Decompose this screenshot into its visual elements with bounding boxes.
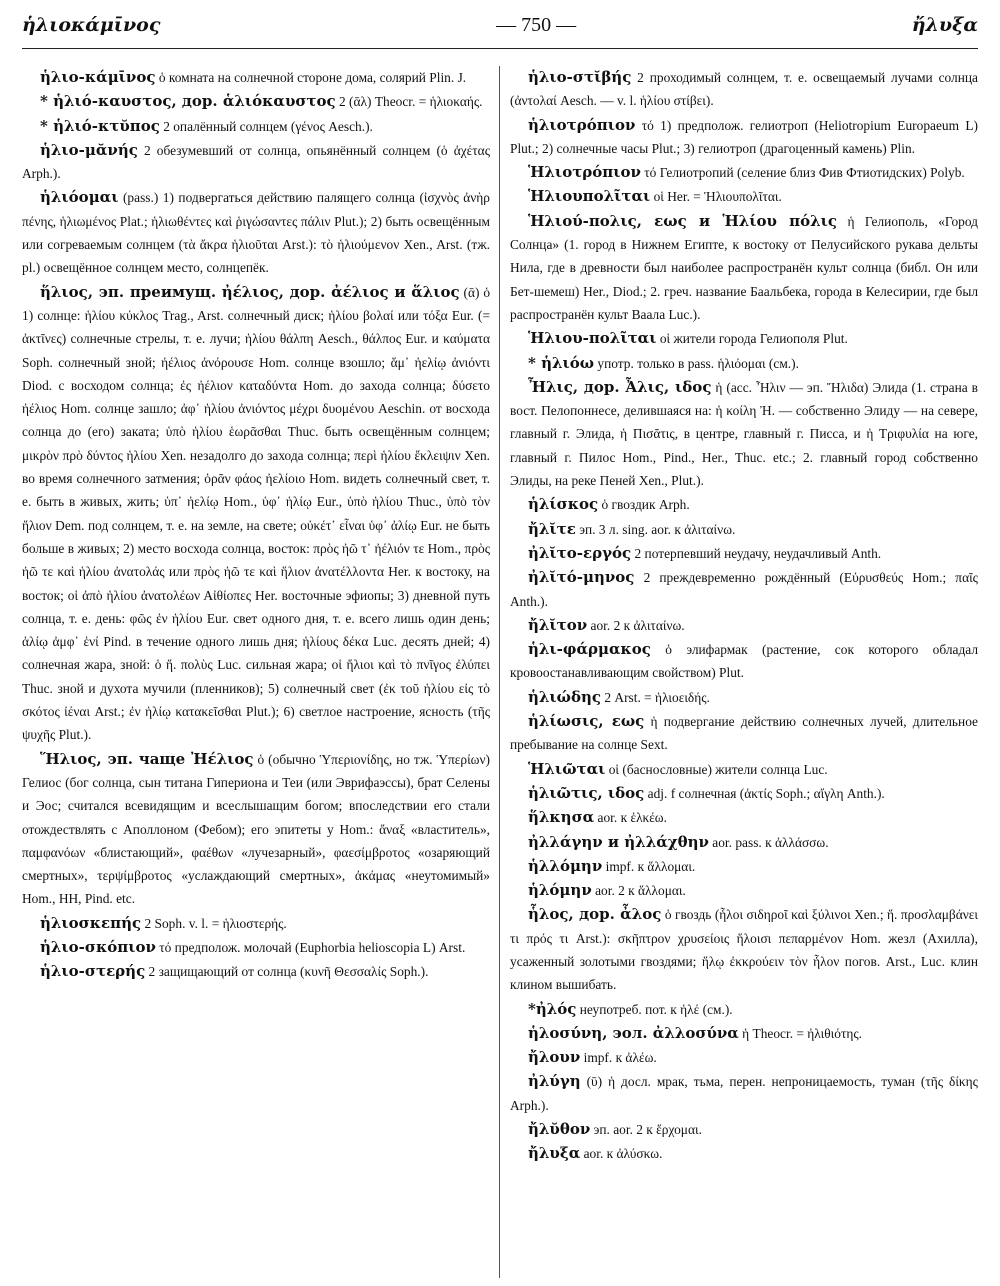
dictionary-entry (510, 758, 978, 781)
entry-definition: adj. f солнечная (ἀκτίς Soph.; αἴγλη Anth.). (644, 785, 885, 801)
entry-definition: ὁ комната на солнечной стороне дома, солярий Plin. J. (155, 70, 467, 85)
entry-definition: 2 преждевременно рождённый (Εὐρυσθεύς Hom.; παῖς Anth.). (510, 570, 978, 609)
entry-definition: ἡ Гелиополь, «Город Солнца» (1. город в Нижнем Египте, к востоку от Пелусийского рукава дельты Нила, где в древности был наиболее распространён культ солнца (библ. Он или Бет-шемеш) Her., Diod.; 2. греч. название Баальбека, города в Келесирии, где был распространён культ Ваала Luc.). (510, 213, 978, 322)
entry-headword: ἡλιόομαι (40, 188, 119, 207)
dictionary-entry (510, 855, 978, 878)
dictionary-entry (22, 960, 490, 983)
entry-headword: ἤλῐτε (528, 519, 576, 538)
entry-definition: ὁ (обычно Ὑπεριονίδης, но тж. Ὑπερίων) Гелиос (бог солнца, сын титана Гипериона и Теи (или Эврифаэссы), брат Селены и Эос; считался всевидящим и всеслышащим богом; впоследствии его стали отождествлять с Аполлоном (Фебом); его эпитеты у Hom.: ἄναξ «властитель», παμφανόων «блистающий», φαέθων «лучезарный», φαεσίμβροτος «озаряющий смертных», τερψίμβροτος «услаждающий смертных», ἀκάμας «неутомимый» Hom., HH, Pind. etc. (22, 751, 490, 907)
entry-headword: *ἠλός (528, 999, 577, 1018)
dictionary-entry (22, 115, 490, 138)
entry-definition: 2 (ᾱλ) Theocr. = ἡλιοκαής. (335, 94, 483, 110)
entry-definition: 2 опалённый солнцем (γένος Aesch.). (159, 118, 373, 134)
dictionary-entry (510, 210, 978, 326)
dictionary-entry (510, 879, 978, 902)
dictionary-entry (22, 90, 490, 113)
entry-definition: (ῡ) ἡ досл. мрак, тьма, перен. непроницаемость, туман (τῆς δίκης Arph.). (510, 1074, 978, 1113)
dictionary-entry (22, 936, 490, 959)
left-guide-word: ἡλιοκάμῑνος (22, 14, 161, 36)
entry-headword: ἠλλάγην и ἠλλάχθην (528, 832, 709, 851)
dictionary-entry (510, 327, 978, 350)
entry-headword: Ἡλιῶται (528, 759, 606, 778)
entry-headword: ἤλουν (528, 1048, 581, 1067)
dictionary-entry (510, 493, 978, 516)
entry-headword: ἡλιοσκεπής (40, 913, 142, 932)
running-head (22, 14, 978, 44)
entry-headword: ἥλκησα (528, 808, 595, 827)
dictionary-entry (510, 614, 978, 637)
dictionary-entry (510, 352, 978, 375)
entry-headword: ἠλύγη (528, 1072, 581, 1091)
entry-definition: ὁ гвоздь (ἧλοι σιδηροῖ καὶ ξύλινοι Xen.; ἥ. προσλαμβάνει τι πρός τι Arst.): σκῆπτρον χρυσείοις ἥλοισι πεπαρμένον Hom. жезл (Ахилла), усаженный золотыми гвоздями; ἥλῳ ἐκκρούειν τὸν ἧλον погов. Arst., Luc. клин клином вышибать. (510, 907, 978, 993)
dictionary-entry (510, 686, 978, 709)
entry-definition: τό Гелиотропий (селение близ Фив Фтиотидских) Polyb. (640, 165, 965, 181)
entry-definition: 2 Soph. v. l. = ἡλιοστερής. (141, 915, 287, 931)
dictionary-entry (510, 518, 978, 541)
dictionary-entry (510, 66, 978, 113)
dictionary-entry (510, 1118, 978, 1141)
entry-headword: * ἡλιό-καυστος, дор. ἁλιόκαυστος (40, 92, 336, 111)
entry-definition: οἱ Her. = Ἡλιουπολῖται. (650, 189, 782, 205)
entry-definition: τό 1) предполож. гелиотроп (Heliotropium Europaeum L) Plut.; 2) солнечные часы Plut.; 3) гелиотроп (драгоценный камень) Plin. (510, 117, 978, 156)
entry-headword: ἡλοσύνη, эол. ἀλλοσύνα (528, 1023, 739, 1042)
entry-headword: ἡλιώδης (528, 687, 602, 706)
header-rule (22, 48, 978, 49)
right-column (510, 66, 978, 1278)
dictionary-entry (510, 638, 978, 685)
dictionary-entry (510, 831, 978, 854)
entry-headword: Ἡλιουπολῖται (528, 187, 651, 206)
entry-definition: aor. pass. к ἀλλάσσω. (708, 834, 829, 850)
entry-definition: τό предполож. молочай (Euphorbia helioscopia L) Arst. (155, 939, 466, 955)
entry-headword: ἧλος, дор. ἆλος (528, 905, 662, 924)
entry-headword: ἠλῐτο-εργός (528, 543, 632, 562)
entry-headword: ἡλιοτρόπιον (528, 115, 636, 134)
entry-definition: ἡ (acc. Ἦλιν — эп. Ἤλιδα) Элида (1. страна в вост. Пелопоннесе, делившаяся на: ἡ κοίλη Ἠ. — собственно Элиду — на севере, главный г. Элида, ἡ Πισᾶτις, в центре, главный г. Писса, и ἡ Τριφυλία на юге, главный г. Пилос Hom., Pind., Her., Thuc. etc.; 2. главный город собственно Элиды, на реке Пеней Xen., Plut.). (510, 379, 978, 489)
entry-definition: οἱ (баснословные) жители солнца Luc. (605, 761, 828, 777)
entry-headword: ἡλιο-μᾰνής (40, 140, 138, 159)
entry-headword: ἤλῐτον (528, 615, 588, 634)
entry-definition: ἡ Theocr. = ἠλιθιότης. (738, 1025, 862, 1041)
entry-definition: ὁ гвоздик Arph. (598, 497, 690, 513)
entry-definition: эп. aor. 2 к ἔρχομαι. (590, 1122, 702, 1138)
entry-headword: Ἥλιος, эп. чаще Ἠέλιος (40, 749, 254, 768)
dictionary-entry (510, 806, 978, 829)
entry-headword: ἡλόμην (528, 881, 592, 900)
entry-definition: aor. 2 к ἀλιταίνω. (587, 617, 685, 633)
entry-definition: эп. 3 л. sing. aor. к ἀλιταίνω. (575, 521, 736, 537)
dictionary-entry (510, 1142, 978, 1165)
entry-definition: 2 защищающий от солнца (κυνῆ Θεσσαλίς Soph.). (145, 964, 429, 980)
dictionary-entry (510, 114, 978, 161)
entry-definition: 2 потерпевший неудачу, неудачливый Anth. (631, 545, 882, 561)
entry-definition: употр. только в pass. ἡλιόομαι (см.). (594, 355, 799, 371)
dictionary-entry (510, 1022, 978, 1045)
dictionary-entry (22, 912, 490, 935)
dictionary-entry (22, 748, 490, 911)
dictionary-entry (22, 281, 490, 747)
column-divider (499, 66, 500, 1278)
entry-definition: 2 обезумевший от солнца, опьянённый солнцем (ὁ ἀχέτας Arph.). (22, 142, 490, 182)
entry-definition: impf. к ἅλλομαι. (602, 858, 696, 874)
entry-headword: ἥλιος, эп. преимущ. ἠέλιος, дор. ἀέλιος и ἅλιος (40, 282, 460, 301)
dictionary-entry (510, 161, 978, 184)
entry-headword: Ἡλιού-πολις, εως и Ἡλίου πόλις (528, 211, 838, 230)
dictionary-entry (22, 66, 490, 89)
entry-definition: impf. к ἀλέω. (580, 1050, 657, 1066)
entry-definition: (pass.) 1) подвергаться действию палящего солнца (ἰσχνὸς ἀνὴρ πένης, ἡλιωμένος Plat.; ἡλιωθέντες καὶ ῥιγώσαντες πάλιν Plut.); 2) быть освещённым или согреваемым солнцем (τὰ ἄκρα ἡλιοῦται Arst.): τὸ ἡλιούμενον Xen., Arst. (тж. pl.) освещённое солнцем место, солнцепёк. (22, 190, 490, 276)
entry-headword: * ἡλιόω (528, 353, 595, 372)
entry-definition: 2 проходимый солнцем, т. е. освещаемый лучами солнца (ἀντολαί Aesch. — v. l. ἡλίου στίβει). (510, 70, 978, 109)
dictionary-entry (510, 376, 978, 492)
entry-headword: ἤλυξα (528, 1144, 581, 1163)
dictionary-entry (510, 903, 978, 996)
entry-headword: ἤλῠθον (528, 1120, 591, 1139)
entry-definition: οἱ жители города Гелиополя Plut. (656, 331, 848, 347)
dictionary-entry (510, 1070, 978, 1117)
dictionary-entry (510, 542, 978, 565)
left-column (22, 66, 490, 1278)
page-number: — 750 — (496, 14, 577, 36)
entry-headword: ἡλι-φάρμακος (528, 640, 651, 659)
dictionary-entry (510, 998, 978, 1021)
entry-headword: ἡλιῶτις, ιδος (528, 783, 645, 802)
entry-definition: (ᾱ) ὁ 1) солнце: ἡλίου κύκλος Trag., Arst. солнечный диск; ἡλίου βολαί или τόξα Eur. (= ἀκτῖνες) солнечные стрелы, т. е. лучи; ἡλίου θάλπη Aesch., θάλπος Eur. и καύματα Soph. солнечный зной; ἠέλιος ἀνόρουσε Hom. солнце взошло; ἅμ᾽ ἠελίῳ ἀνιόντι Diod. с восходом солнца; ἐς ἠέλιον καταδύντα Hom. до захода солнца; δύσετο ἠέλιος Hom. солнце зашло; ἀφ᾽ ἡλίου ἀνιόντος μέχρι δυομένου Aeschin. от восхода солнца до (его) заката; ὑπὸ ἡλίου ἑωρᾶσθαι Thuc. быть освещённым солнцем; μικρὸν πρὸ δύντος ἡλίου Xen. незадолго до захода солнца; περὶ ἡλίου ἔκλειψιν Xen. во время солнечного затмения; ὁρᾶν φάος ἠελίοιο Hom. видеть солнечный свет, т. е. быть в живых, жить; ὑπ᾽ ἠελίῳ Hom., ὑφ᾽ ἡλίῳ Eur., ὑπὸ ἡλίου Thuc., ὑπὸ τὸν ἥλιον Dem. под солнцем, т. е. на земле, на свете; οὐκέτ᾽ εἶναι ὑφ᾽ ἀλίῳ Eur. не быть больше в живых; 2) место восхода солнца, восток: πρὸς ἠῶ τ᾽ ἠέλιόν τε Hom., πρὸς ἠῶ τε καὶ ἡλίου ἀνατολάς или πρὸς ἠῶ τε καὶ ἥλιον ἀνατέλλοντα Her. к востоку, на восток; οἱ ἀπὸ ἡλίου ἀνατολέων Αἰθίοπες Her. восточные эфиопы; 3) дневной путь солнца, т. е. день: φῶς ἐν ἡλίου Eur. свет одного дня, т. е. всего лишь один день; ἁλίῳ ἀμφ᾽ ἑνί Pind. в течение одного лишь дня; ἡλίους δέκα Luc. десять дней; 4) солнечная жара, зной: ὁ ἥ. πολὺς Luc. сильная жара; οἱ ἥλιοι καὶ τὸ πνῖγος ἐλύπει Thuc. зной и духота мучили (пленников); 5) солнечный свет (ἐκ τοῦ ἡλίου εἰς τὸ σκότος ἰέναι Arst.; ἐν ἡλίῳ κατακεῖσθαι Plut.); 6) светлое настроение, ясность (τῆς ψυχῆς Plut.). (22, 284, 490, 743)
dictionary-entry (22, 139, 490, 186)
dictionary-entry (510, 1046, 978, 1069)
entry-definition: ἡ подвергание действию солнечных лучей, длительное пребывание на солнце Sext. (510, 714, 978, 753)
entry-headword: Ἦλις, дор. Ἆλις, ιδος (528, 377, 712, 396)
entry-headword: Ἡλιου-πολῖται (528, 329, 657, 348)
entry-headword: ἡλίωσις, εως (528, 712, 645, 731)
dictionary-entry (22, 186, 490, 279)
entry-headword: ἡλιο-στῐβής (528, 68, 632, 86)
entry-definition: aor. 2 к ἅλλομαι. (591, 883, 686, 899)
entry-definition: aor. к ἀλύσκω. (580, 1146, 663, 1162)
entry-definition: неупотреб. пот. к ἠλέ (см.). (576, 1001, 733, 1017)
entry-definition: aor. к ἑλκέω. (594, 810, 667, 826)
dictionary-entry (510, 566, 978, 613)
right-guide-word: ἤλυξα (911, 14, 978, 36)
dictionary-entry (510, 185, 978, 208)
entry-headword: * ἡλιό-κτῠπος (40, 116, 160, 135)
entry-headword: ἡλιο-στερής (40, 962, 146, 981)
entry-headword: ἠλῐτό-μηνος (528, 568, 635, 587)
entry-headword: ἡλίσκος (528, 495, 599, 514)
entry-headword: Ἡλιοτρόπιον (528, 163, 641, 182)
entry-headword: ἡλλόμην (528, 856, 603, 875)
entry-headword: ἡλιο-σκόπιον (40, 937, 156, 956)
dictionary-entry (510, 710, 978, 757)
dictionary-entry (510, 782, 978, 805)
entry-headword: ἡλιο-κάμῑνος (40, 68, 156, 86)
entry-definition: ὁ элифармак (растение, сок которого обладал кровоостанавливающим свойством) Plut. (510, 642, 978, 681)
entry-definition: 2 Arst. = ἡλιοειδής. (601, 689, 710, 705)
